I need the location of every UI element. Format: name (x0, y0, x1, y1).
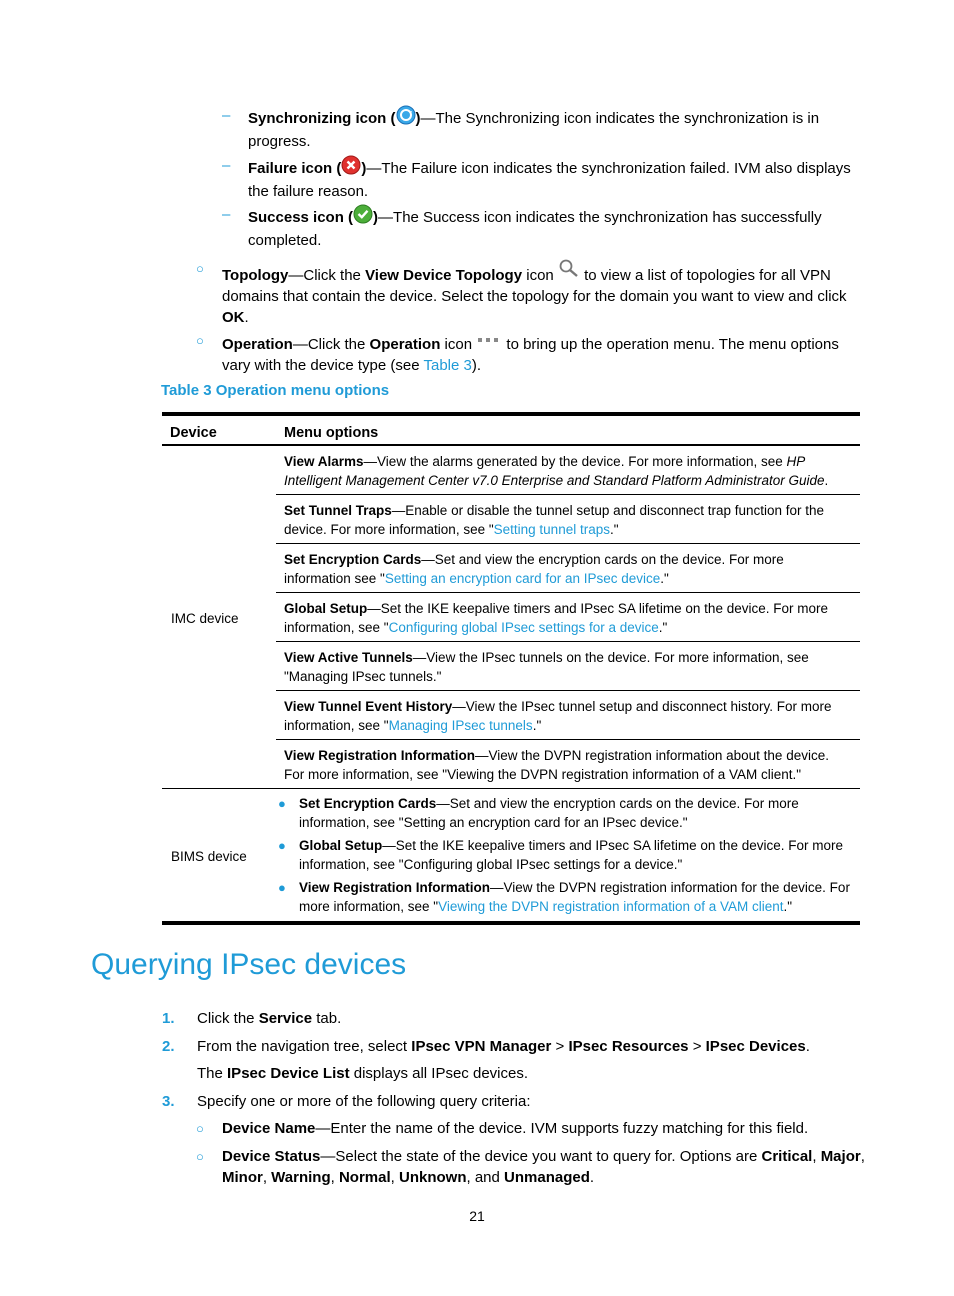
circle-bullet: ○ (196, 333, 204, 348)
bullet-dot: ● (278, 880, 286, 895)
criteria-device-name: Device Name—Enter the name of the device. IVM supports fuzzy matching for this field. (222, 1120, 809, 1137)
managing-ipsec-tunnels-link[interactable]: Managing IPsec tunnels (388, 718, 533, 733)
more-options-icon (476, 330, 502, 351)
menu-option-cell: View Active Tunnels—View the IPsec tunnels on the device. For more information, see "Managing IPsec tunnels." (276, 642, 860, 691)
bullet-dot: ● (278, 796, 286, 811)
global-ipsec-settings-link[interactable]: Configuring global IPsec settings for a device (388, 620, 659, 635)
step-number: 2. (162, 1038, 175, 1055)
device-cell-bims: BIMS device (162, 789, 276, 924)
criteria-device-status: Device Status—Select the state of the device you want to query for. Options are Critical, Major, Minor, Warning, Normal, Unknown, and Unmanaged. (222, 1148, 865, 1186)
page-number: 21 (469, 1208, 485, 1224)
list-item: ● Global Setup—Set the IKE keepalive timers and IPsec SA lifetime on the device. For more information, see "Configuring global IPsec settings for a device." (278, 838, 843, 872)
table-header-row (162, 414, 860, 445)
failure-icon (341, 155, 361, 181)
list-item: ● View Registration Information—View the DVPN registration information for the device. For more information, see "Viewing the DVPN registration information of a VAM client." (278, 880, 850, 914)
dash-bullet: – (222, 107, 231, 124)
column-header-menu-options: Menu options (276, 414, 860, 445)
success-icon (353, 204, 373, 230)
section-title: Querying IPsec devices (91, 948, 407, 981)
circle-bullet: ○ (196, 1149, 204, 1164)
menu-option-cell: Set Encryption Cards—Set and view the encryption cards on the device. For more information see "Setting an encryption card for an IPsec device." (276, 544, 860, 593)
encryption-card-link[interactable]: Setting an encryption card for an IPsec device (384, 571, 661, 586)
step-number: 3. (162, 1093, 175, 1110)
failure-icon-item: Failure icon ( )—The Failure icon indicates the synchronization failed. IVM also displays the failure reason. (248, 155, 878, 202)
list-item: ● Set Encryption Cards—Set and view the encryption cards on the device. For more information, see "Setting an encryption card for an IPsec device." (278, 796, 799, 830)
circle-bullet: ○ (196, 261, 204, 276)
step-number: 1. (162, 1010, 175, 1027)
menu-option-cell: View Registration Information—View the DVPN registration information about the device. For more information, see "Viewing the DVPN registration information of a VAM client." (276, 740, 860, 789)
menu-option-cell: View Alarms—View the alarms generated by the device. For more information, see HP Intelligent Management Center v7.0 Enterprise and Standard Platform Administrator Guide. (276, 445, 860, 495)
device-cell-imc: IMC device (162, 445, 276, 789)
bullet-dot: ● (278, 838, 286, 853)
step-1: Click the Service tab. (197, 1010, 342, 1027)
sync-icon (396, 105, 416, 131)
step-2-note: The IPsec Device List displays all IPsec devices. (197, 1065, 529, 1082)
circle-bullet: ○ (196, 1121, 204, 1136)
table-3-link[interactable]: Table 3 (423, 357, 472, 374)
table-row (162, 789, 860, 924)
step-2: From the navigation tree, select IPsec VPN Manager > IPsec Resources > IPsec Devices. (197, 1038, 810, 1055)
menu-option-cell (276, 789, 860, 924)
dvpn-registration-link[interactable]: Viewing the DVPN registration information of a VAM client (438, 899, 784, 914)
topology-item: Topology—Click the View Device Topology icon to view a list of topologies for all VPN domains that contain the device. Select the topology for the domain you want to view and click OK. (222, 258, 872, 328)
column-header-device: Device (162, 414, 276, 445)
step-3: Specify one or more of the following query criteria: (197, 1093, 531, 1110)
dash-bullet: – (222, 206, 231, 223)
sync-icon-item: Synchronizing icon ( )—The Synchronizing icon indicates the synchronization is in progress. (248, 105, 868, 152)
operation-item: Operation—Click the Operation icon to bring up the operation menu. The menu options vary with the device type (see Table 3). (222, 330, 872, 376)
setting-tunnel-traps-link[interactable]: Setting tunnel traps (493, 522, 610, 537)
dash-bullet: – (222, 157, 231, 174)
magnifier-icon (558, 258, 580, 284)
bims-options-list (276, 794, 852, 916)
table-title: Table 3 Operation menu options (161, 382, 390, 399)
operation-menu-table (162, 412, 860, 925)
menu-option-cell: Global Setup—Set the IKE keepalive timers and IPsec SA lifetime on the device. For more information, see "Configuring global IPsec settings for a device." (276, 593, 860, 642)
table-row (162, 445, 860, 495)
menu-option-cell: View Tunnel Event History—View the IPsec tunnel setup and disconnect history. For more information, see "Managing IPsec tunnels." (276, 691, 860, 740)
success-icon-item: Success icon ( )—The Success icon indicates the synchronization has successfully completed. (248, 204, 868, 251)
menu-option-cell: Set Tunnel Traps—Enable or disable the tunnel setup and disconnect trap function for the device. For more information, see "Setting tunnel traps." (276, 495, 860, 544)
